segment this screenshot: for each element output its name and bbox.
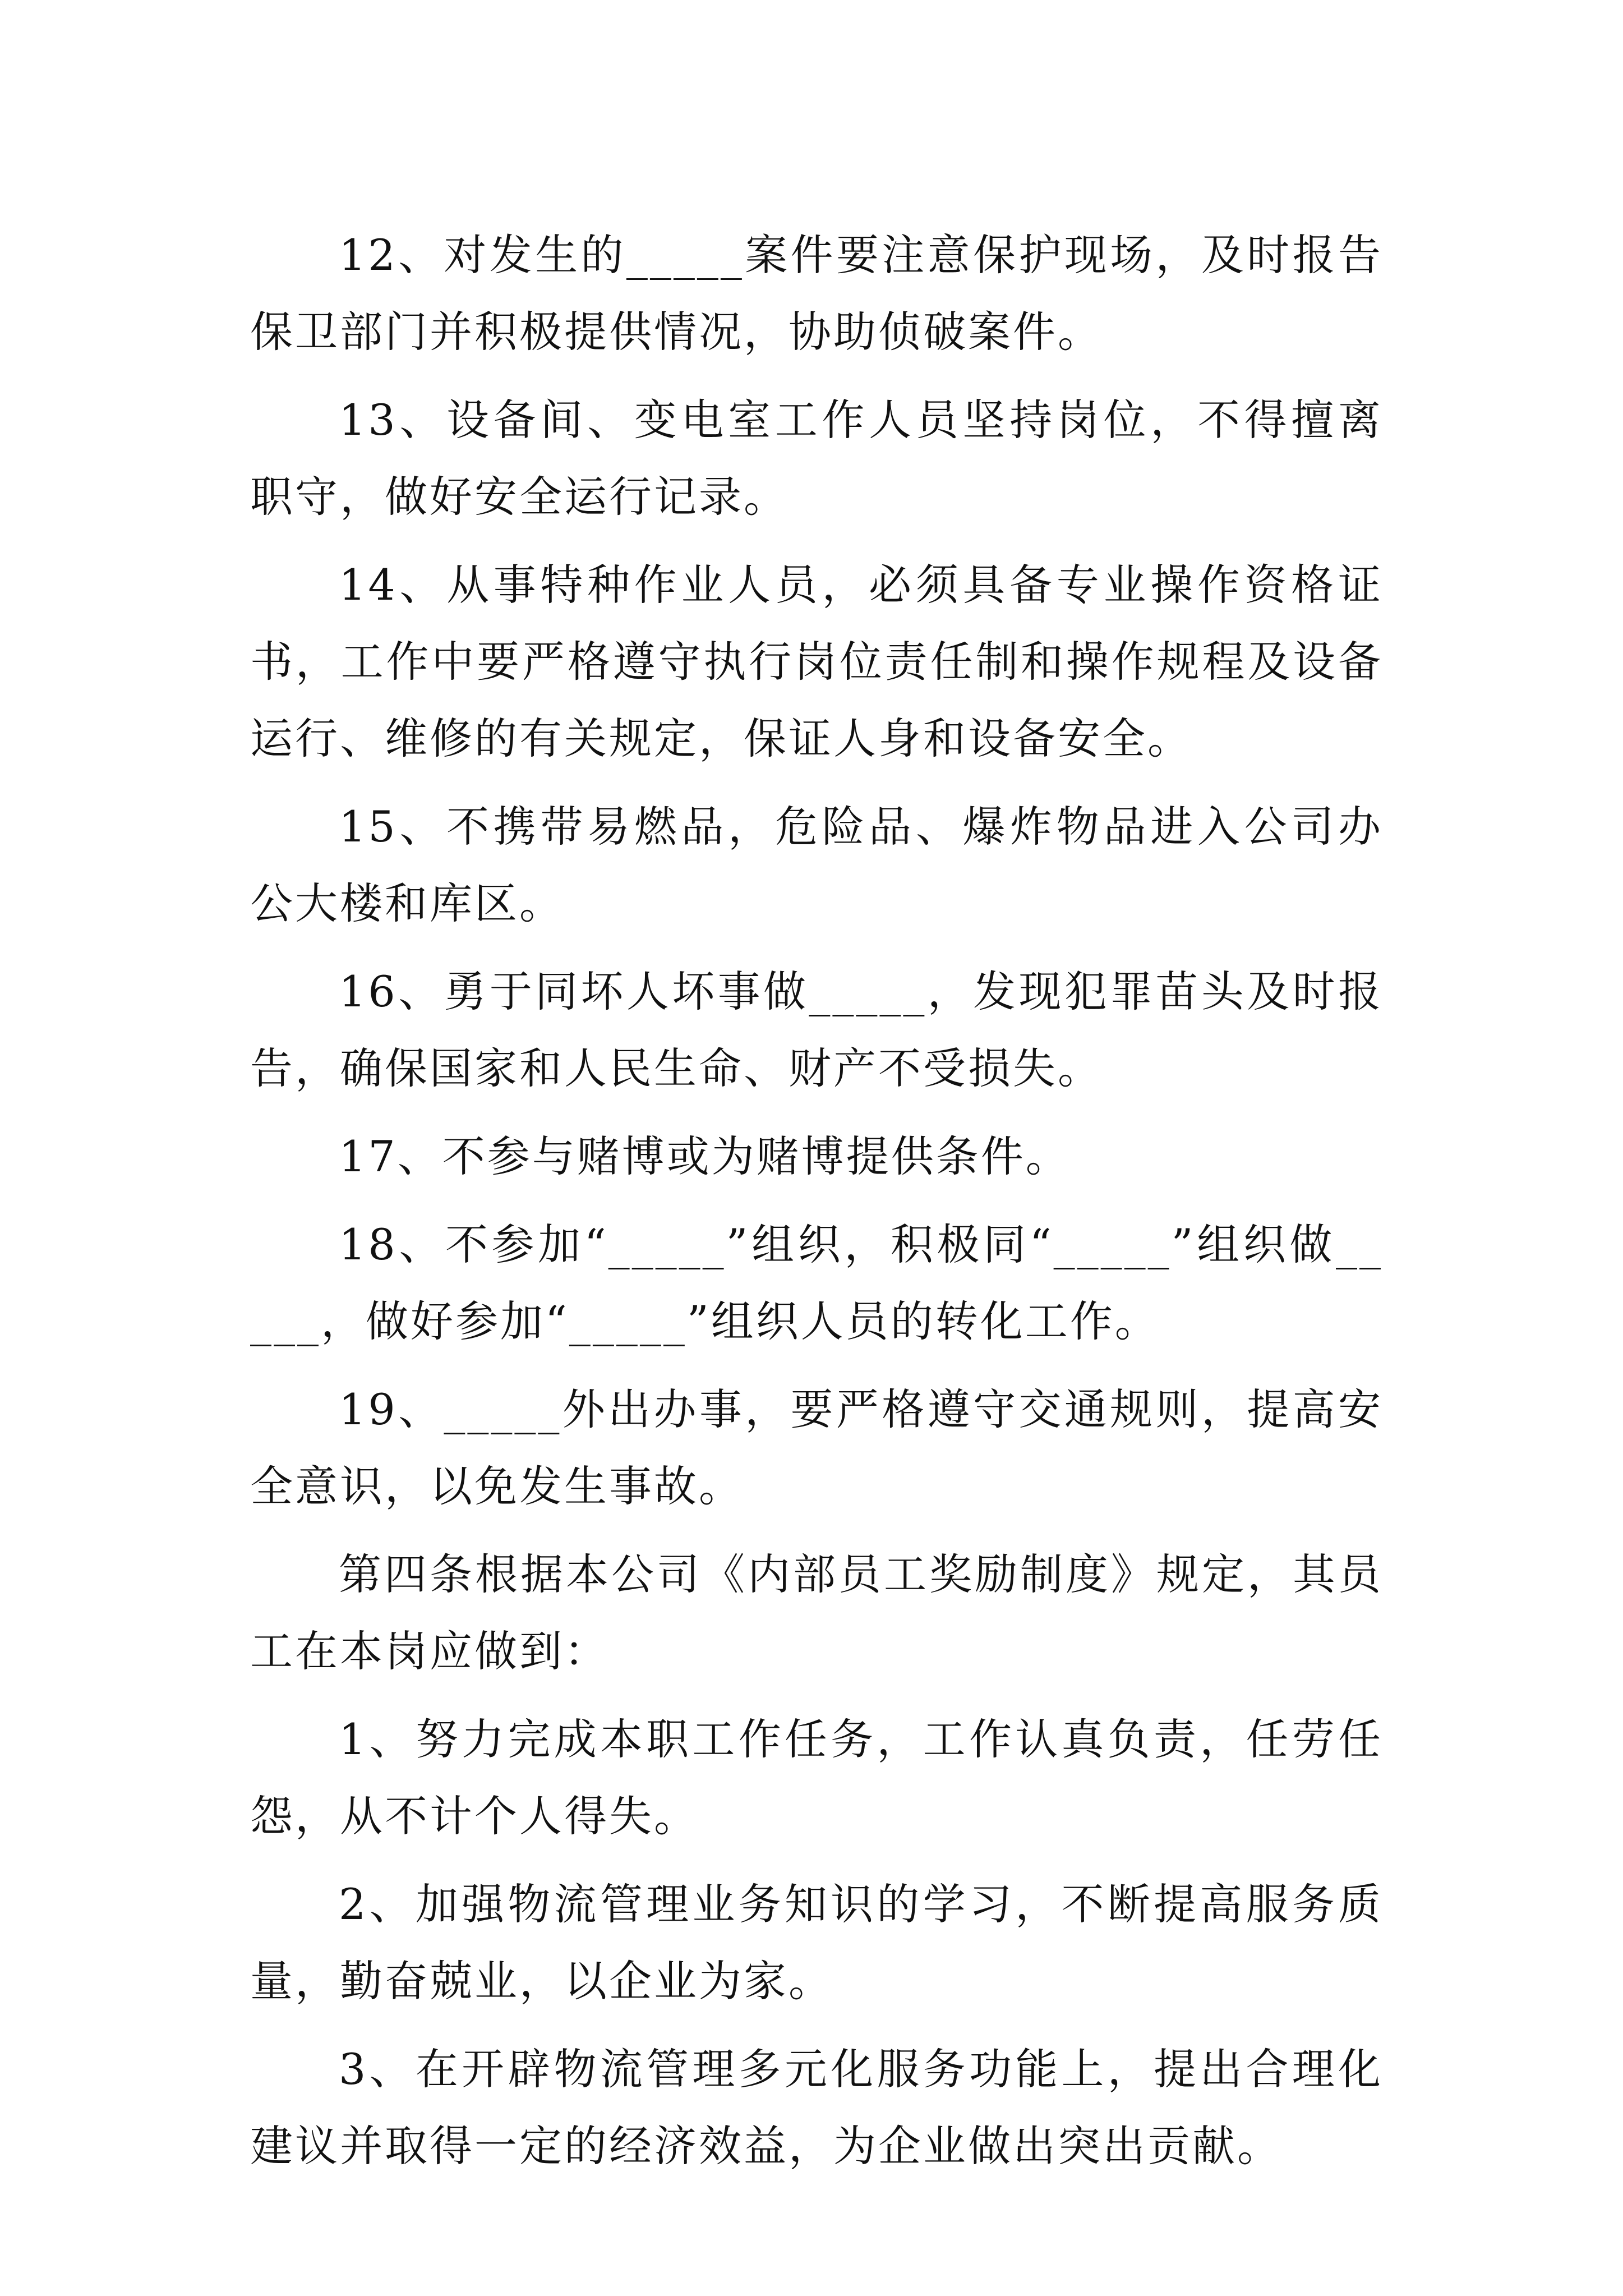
paragraph-item-12: 12、对发生的_____案件要注意保护现场，及时报告保卫部门并积极提供情况，协助侦破案件。 [250,230,1383,357]
paragraph-item-16: 16、勇于同坏人坏事做_____，发现犯罪苗头及时报告，确保国家和人民生命、财产不受损失。 [250,967,1383,1093]
paragraph-item-17: 17、不参与赌博或为赌博提供条件。 [339,1131,1071,1181]
document-body [250,217,1383,2196]
paragraph-item-15: 15、不携带易燃品，危险品、爆炸物品进入公司办公大楼和库区。 [250,802,1383,928]
paragraph-item-13: 13、设备间、变电室工作人员坚持岗位，不得擅离职守，做好安全运行记录。 [250,395,1383,522]
paragraph-item-14: 14、从事特种作业人员，必须具备专业操作资格证书，工作中要严格遵守执行岗位责任制和操作规程及设备运行、维修的有关规定，保证人身和设备安全。 [250,560,1383,763]
paragraph-article-4-item-2: 2、加强物流管理业务知识的学习，不断提高服务质量，勤奋兢业，以企业为家。 [250,1879,1383,2006]
paragraph-item-18: 18、不参加“_____”组织，积极同“_____”组织做_____，做好参加“_____”组织人员的转化工作。 [250,1220,1383,1346]
paragraph-article-4-item-3: 3、在开辟物流管理多元化服务功能上，提出合理化建议并取得一定的经济效益，为企业做出突出贡献。 [250,2044,1383,2171]
paragraph-article-4: 第四条根据本公司《内部员工奖励制度》规定，其员工在本岗应做到： [250,1549,1383,1676]
paragraph-item-19: 19、_____外出办事，要严格遵守交通规则，提高安全意识，以免发生事故。 [250,1384,1383,1511]
paragraph-article-4-item-1: 1、努力完成本职工作任务，工作认真负责，任劳任怨，从不计个人得失。 [250,1714,1383,1841]
